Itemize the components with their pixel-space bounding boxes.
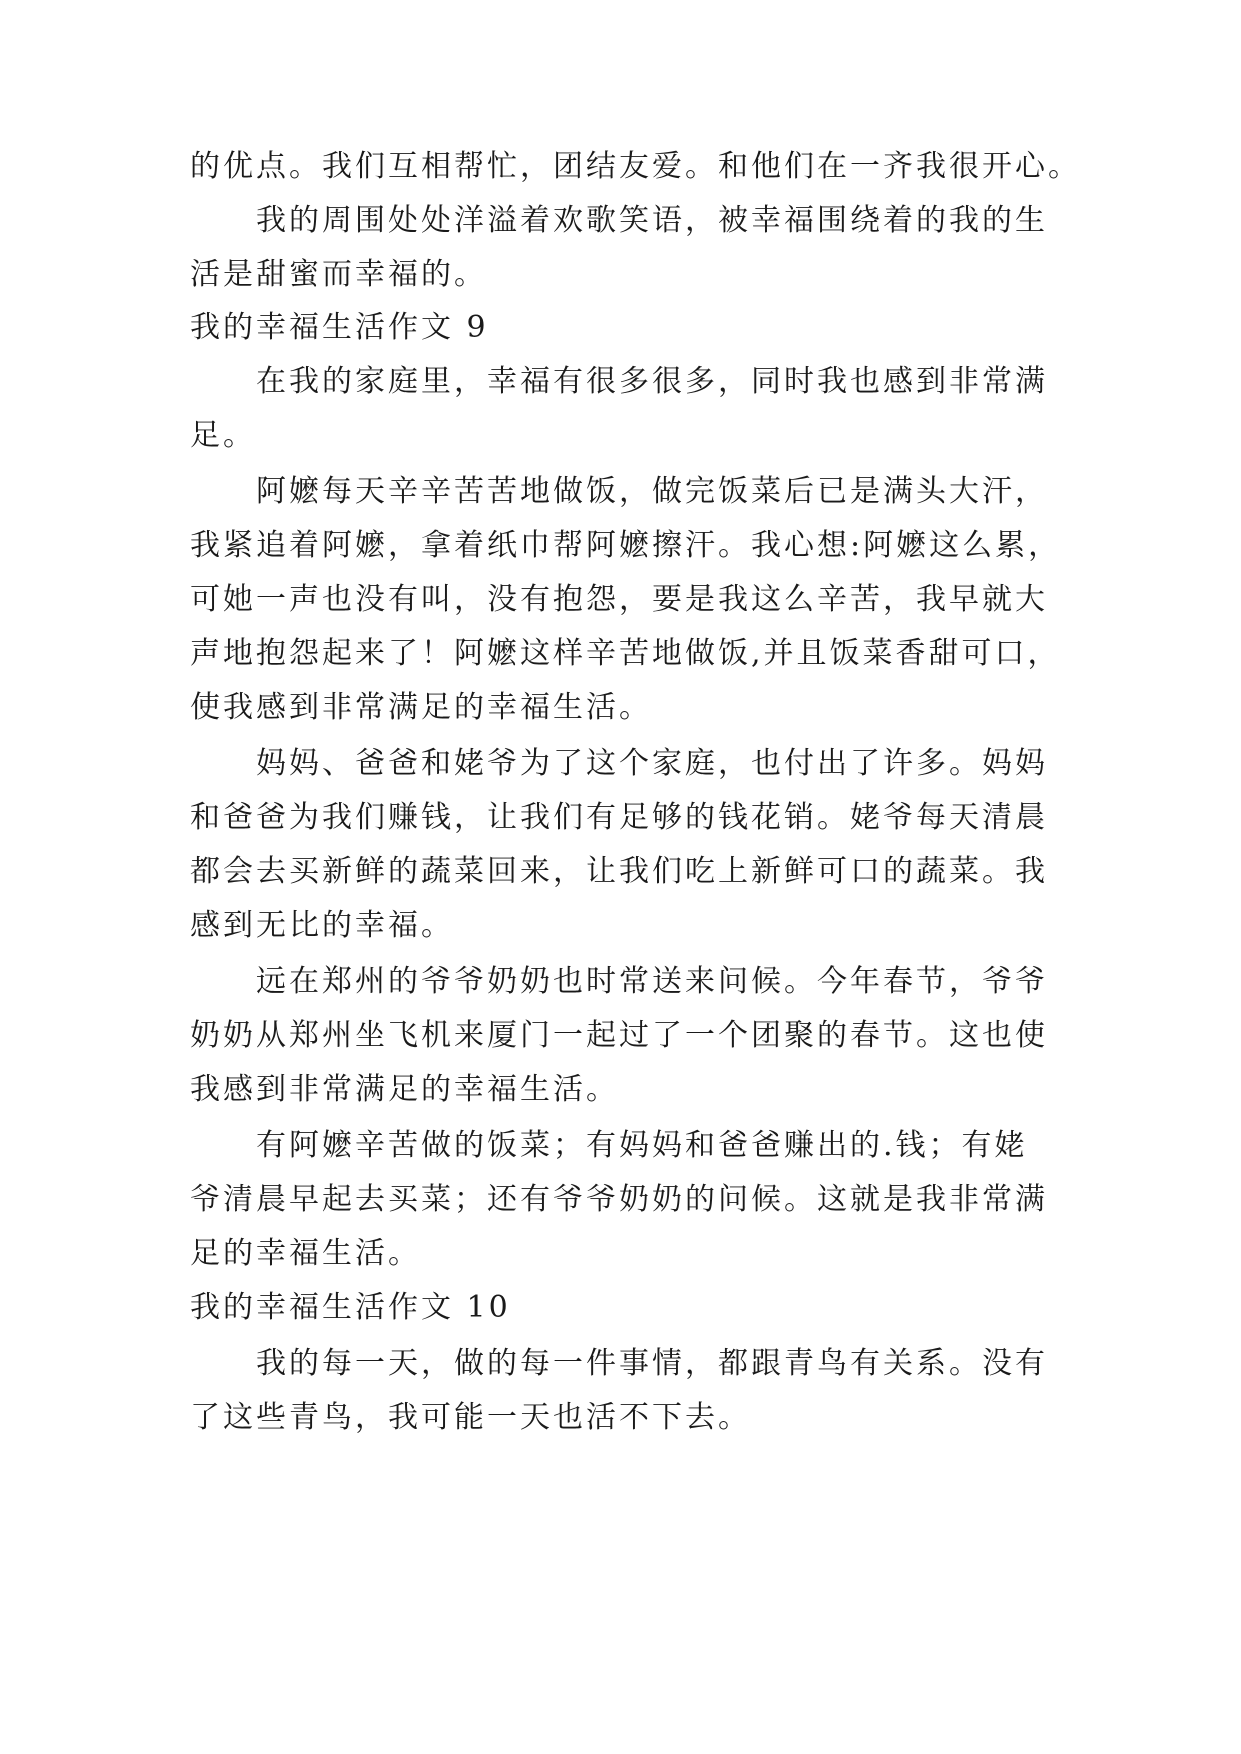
text-line: 爷清晨早起去买菜；还有爷爷奶奶的问候。这就是我非常满 [190, 1182, 1048, 1217]
text-line: 感到无比的幸福。 [190, 908, 454, 943]
text-line: 我紧追着阿嬷，拿着纸巾帮阿嬷擦汗。我心想:阿嬷这么累， [190, 528, 1062, 563]
text-line: 足的幸福生活。 [190, 1236, 421, 1271]
section-heading: 我的幸福生活作文 9 [190, 310, 489, 345]
text-line: 足。 [190, 418, 256, 453]
text-line: 使我感到非常满足的幸福生活。 [190, 690, 652, 725]
paragraph-start-line: 妈妈、爸爸和姥爷为了这个家庭，也付出了许多。妈妈 [256, 746, 1048, 781]
paragraph-start-line: 有阿嬷辛苦做的饭菜；有妈妈和爸爸赚出的.钱；有姥 [256, 1128, 1028, 1163]
text-line: 我感到非常满足的幸福生活。 [190, 1072, 619, 1107]
paragraph-start-line: 我的周围处处洋溢着欢歌笑语，被幸福围绕着的我的生 [256, 203, 1048, 238]
paragraph-start-line: 在我的家庭里，幸福有很多很多，同时我也感到非常满 [256, 364, 1048, 399]
text-line: 都会去买新鲜的蔬菜回来，让我们吃上新鲜可口的蔬菜。我 [190, 854, 1048, 889]
text-line: 和爸爸为我们赚钱，让我们有足够的钱花销。姥爷每天清晨 [190, 800, 1048, 835]
paragraph-start-line: 阿嬷每天辛辛苦苦地做饭，做完饭菜后已是满头大汗， [256, 474, 1048, 509]
text-line: 的优点。我们互相帮忙，团结友爱。和他们在一齐我很开心。 [190, 149, 1081, 184]
text-line: 可她一声也没有叫，没有抱怨，要是我这么辛苦，我早就大 [190, 582, 1048, 617]
paragraph-start-line: 我的每一天，做的每一件事情，都跟青鸟有关系。没有 [256, 1346, 1048, 1381]
text-line: 了这些青鸟，我可能一天也活不下去。 [190, 1400, 751, 1435]
paragraph-start-line: 远在郑州的爷爷奶奶也时常送来问候。今年春节，爷爷 [256, 964, 1048, 999]
text-line: 奶奶从郑州坐飞机来厦门一起过了一个团聚的春节。这也使 [190, 1018, 1048, 1053]
text-line: 活是甜蜜而幸福的。 [190, 257, 487, 292]
text-line: 声地抱怨起来了！阿嬷这样辛苦地做饭,并且饭菜香甜可口， [190, 636, 1061, 671]
section-heading: 我的幸福生活作文 10 [190, 1290, 511, 1325]
